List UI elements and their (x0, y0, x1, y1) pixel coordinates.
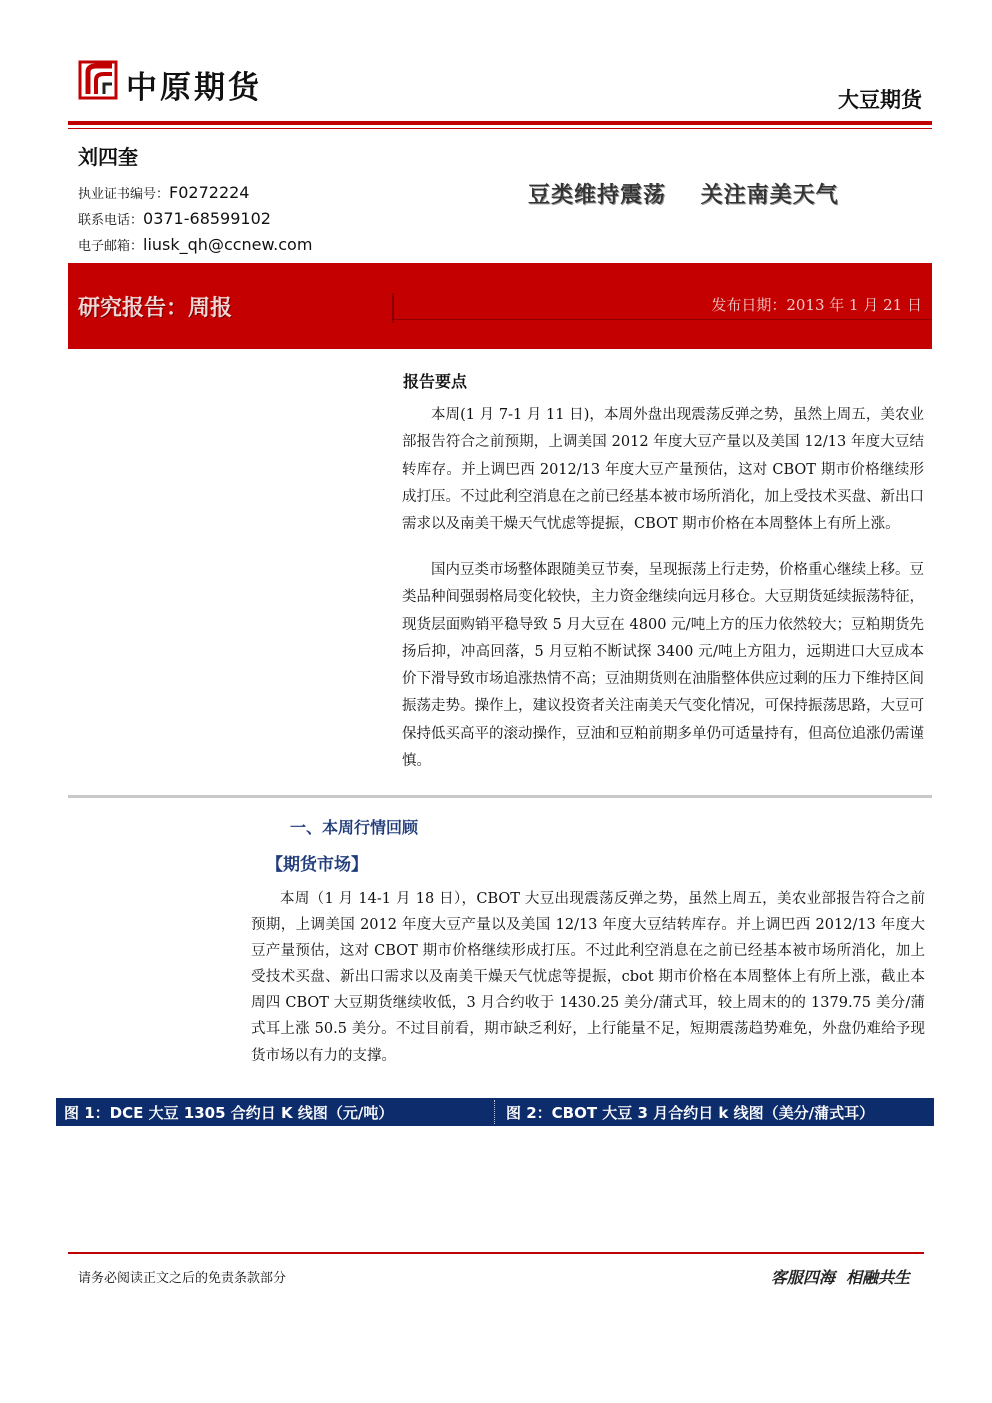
figure-1-caption: 图 1：DCE 大豆 1305 合约日 K 线图（元/吨） (64, 1104, 394, 1122)
figure-caption-separator (494, 1100, 496, 1124)
summary-paragraph-2: 国内豆类市场整体跟随美豆节奏，呈现振荡上行走势，价格重心继续上移。豆类品种间强弱格局变化较快，主力资金继续向远月移仓。大豆期货延续振荡特征，现货层面购销平稳导致 5 月大豆在 4800 元/吨上方的压力依然较大；豆粕期货先扬后抑，冲高回落，5 月豆粕不断试探 3400 元/吨上方阻力，远期进口大豆成本价下滑导致市场追涨热情不高；豆油期货则在油脂整体供应过剩的压力下维持区间振荡走势。操作上，建议投资者关注南美天气变化情况，可保持振荡思路，大豆可保持低买高平的滚动操作，豆油和豆粕前期多单仍可适量持有，但高位追涨仍需谨慎。 (402, 562, 924, 770)
publish-date: 发布日期：2013 年 1 月 21 日 (711, 296, 922, 314)
cert-number (78, 183, 249, 202)
zhongyuan-logo-icon (78, 60, 118, 100)
section-subtitle: 【期货市场】 (266, 855, 368, 875)
section-title: 一、本周行情回顾 (290, 818, 419, 837)
phone-value: 0371-68599102 (143, 209, 271, 228)
disclaimer-note: 请务必阅读正文之后的免责条款部分 (78, 1271, 287, 1286)
brand-name: 中原期货 (126, 70, 262, 106)
cert-label: 执业证书编号： (78, 187, 170, 202)
figure-2-caption: 图 2：CBOT 大豆 3 月合约日 k 线图（美分/蒲式耳） (506, 1104, 875, 1122)
author-name: 刘四奎 (78, 145, 138, 169)
cert-value: F0272224 (169, 183, 250, 202)
section-divider (68, 795, 932, 798)
phone-label: 联系电话： (78, 213, 144, 228)
summary-heading: 报告要点 (403, 372, 468, 391)
header-divider-thin (68, 128, 932, 129)
report-type-label: 研究报告：周报 (78, 296, 233, 321)
header-divider (68, 121, 932, 125)
email-address (78, 235, 312, 254)
report-category: 大豆期货 (838, 88, 922, 112)
summary-paragraph-1: 本周(1 月 7-1 月 11 日)，本周外盘出现震荡反弹之势，虽然上周五，美农业部报告符合之前预期，上调美国 2012 年度大豆产量以及美国 12/13 年度大豆结转库存。并上调巴西 2012/13 年度大豆产量预估，这对 CBOT 期市价格继续形成打压。不过此利空消息在之前已经基本被市场所消化，加上受技术买盘、新出口需求以及南美干燥天气忧虑等提振，CBOT 期市价格在本周整体上有所上涨。 (402, 407, 924, 533)
footer-divider (68, 1252, 924, 1254)
email-label: 电子邮箱： (78, 239, 144, 254)
company-slogan: 客服四海 相融共生 (770, 1268, 910, 1287)
banner-underline (392, 319, 932, 320)
email-value[interactable]: liusk_qh@ccnew.com (143, 235, 313, 254)
section-paragraph: 本周（1 月 14-1 月 18 日），CBOT 大豆出现震荡反弹之势，虽然上周五，美农业部报告符合之前预期，上调美国 2012 年度大豆产量以及美国 12/13 年度大豆结转库存。并上调巴西 2012/13 年度大豆产量预估，这对 CBOT 期市价格继续形成打压。不过此利空消息在之前已经基本被市场所消化，加上受技术买盘、新出口需求以及南美干燥天气忧虑等提振，cbot 期市价格在本周整体上有所上涨，截止本周四 CBOT 大豆期货继续收低，3 月合约收于 1430.25 美分/蒲式耳，较上周末的的 1379.75 美分/蒲式耳上涨 50.5 美分。不过目前看，期市缺乏利好，上行能量不足，短期震荡趋势难免，外盘仍难给予现货市场以有力的支撑。 (251, 891, 925, 1064)
report-title: 豆类维持震荡 关注南美天气 (528, 183, 839, 208)
phone-number (78, 209, 271, 228)
